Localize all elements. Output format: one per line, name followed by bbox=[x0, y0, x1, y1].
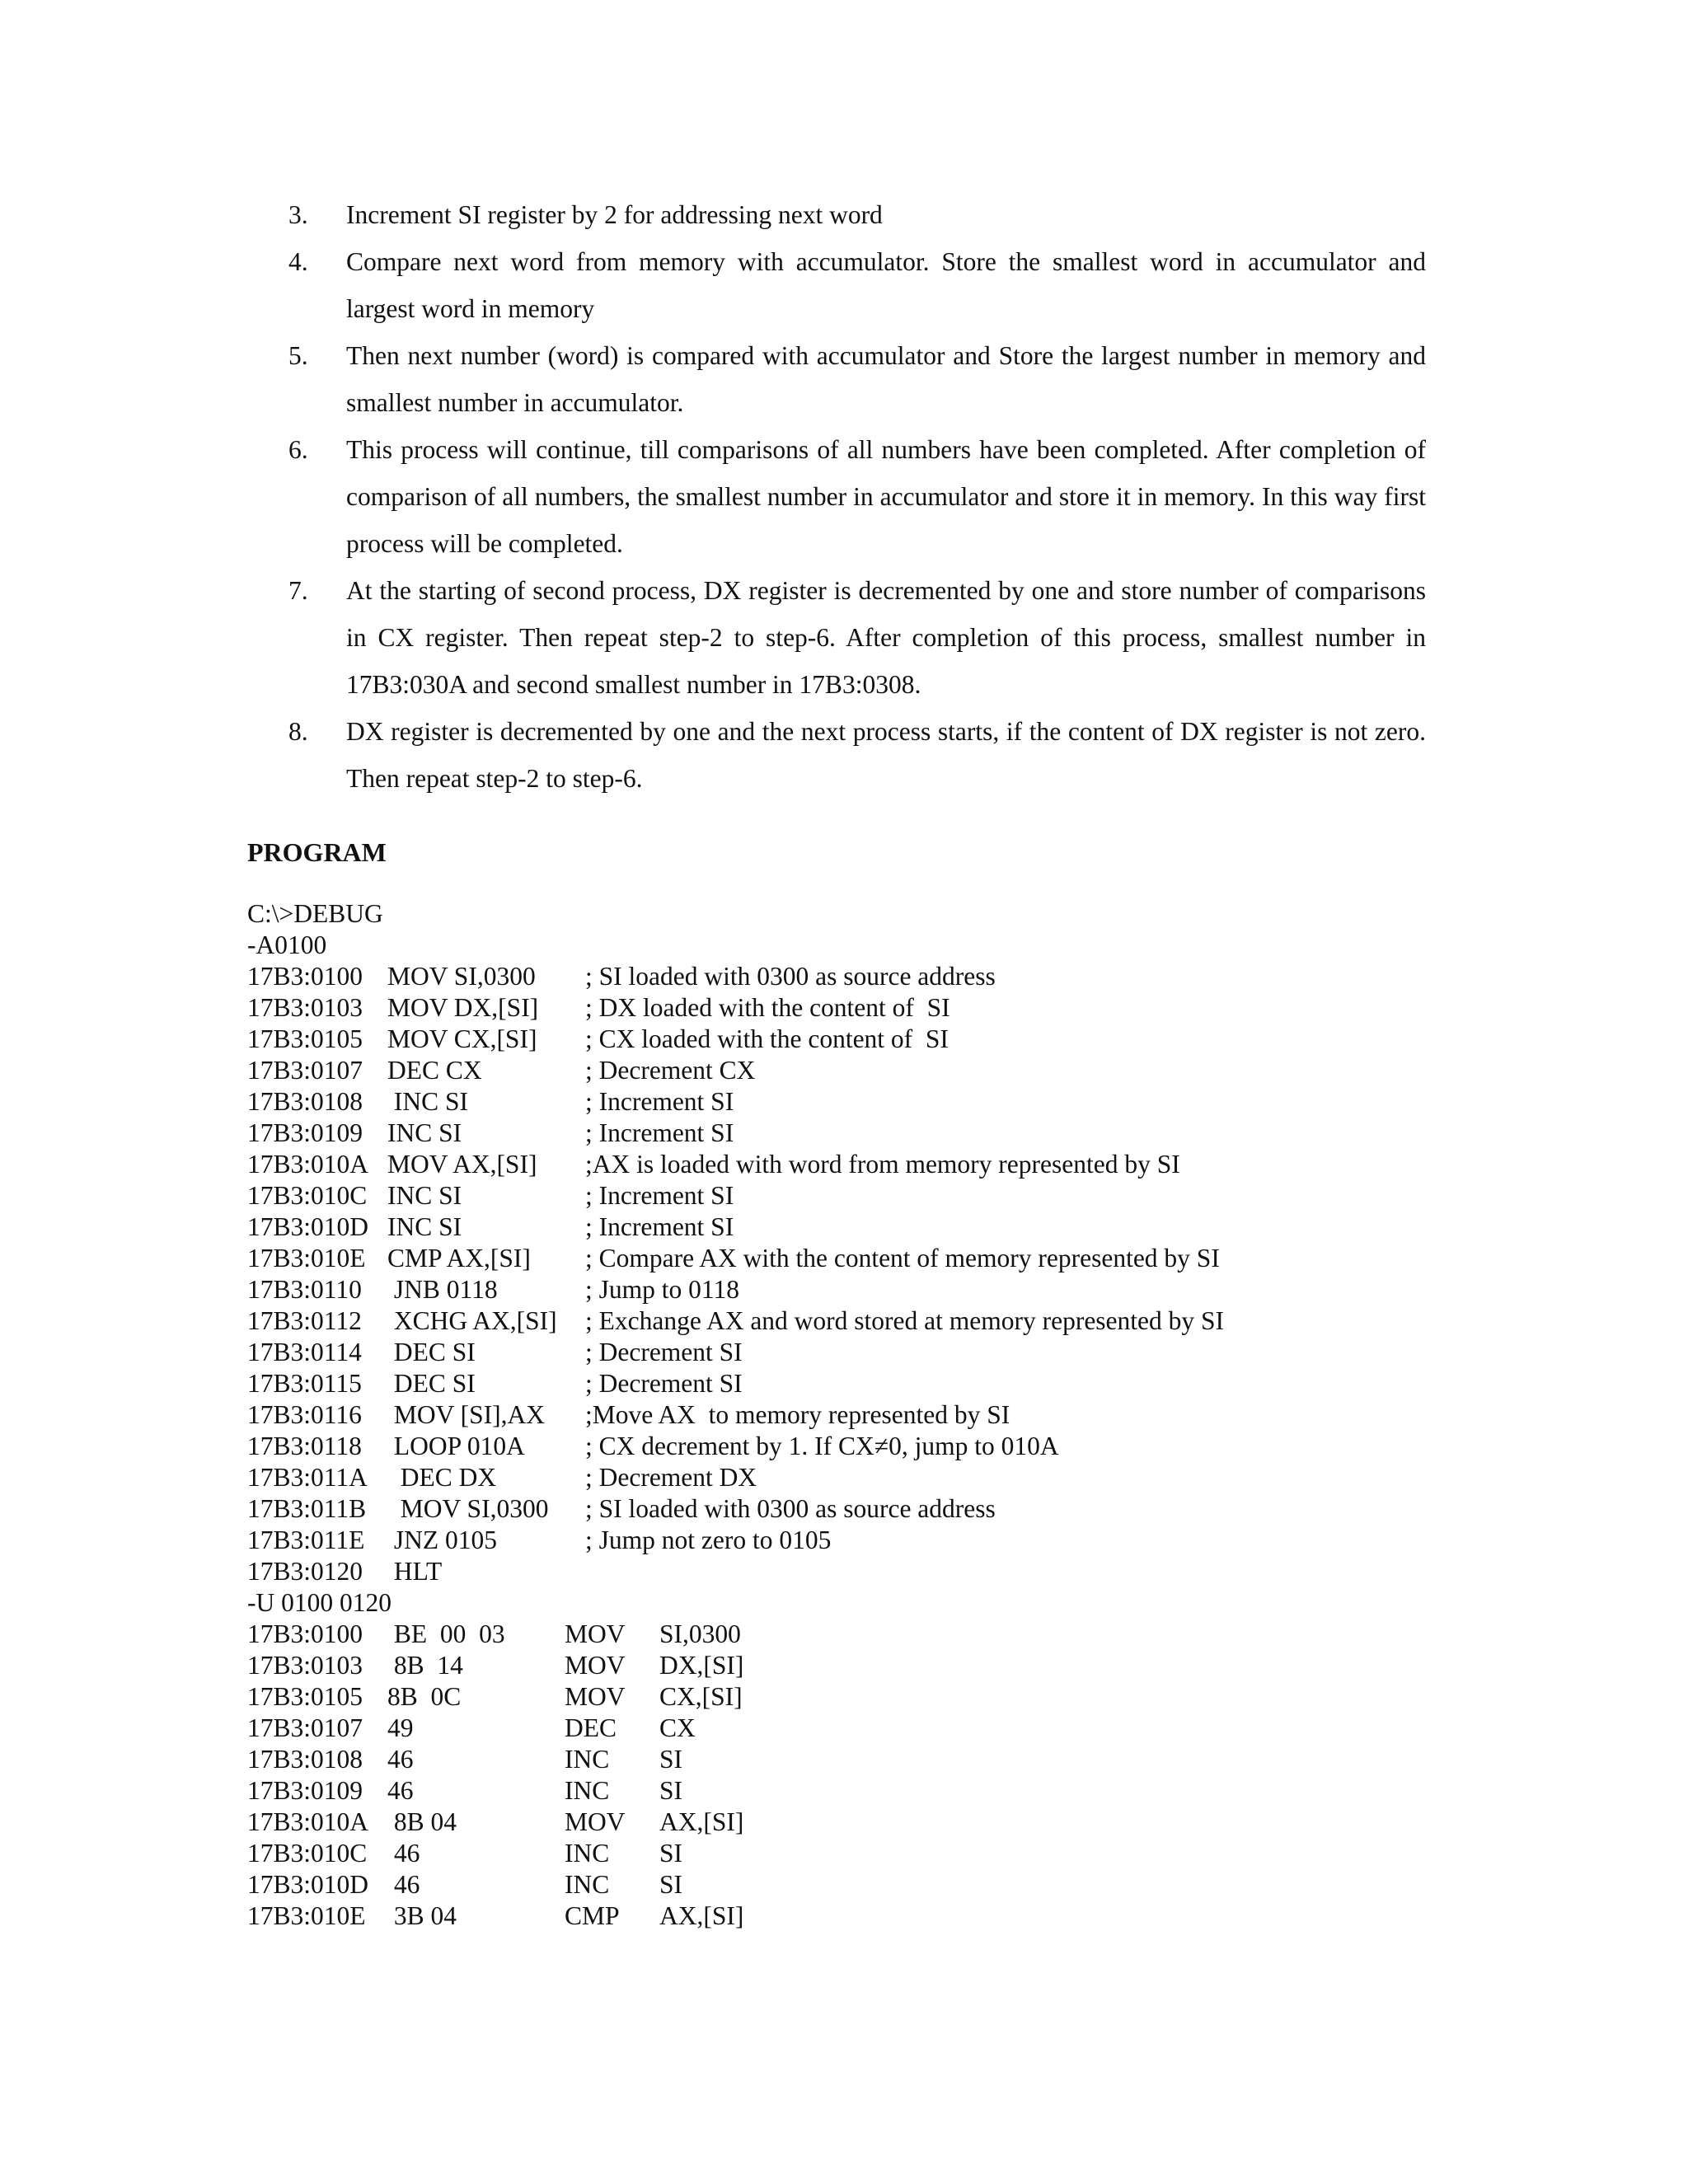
step-number: 6. bbox=[288, 435, 308, 464]
step-number: 7. bbox=[288, 576, 308, 605]
machine-code: 8B 04 bbox=[387, 1807, 457, 1836]
memory-address: 17B3:010D bbox=[247, 1212, 369, 1241]
assembly-line bbox=[247, 1274, 739, 1305]
assembly-line bbox=[247, 1180, 734, 1212]
instruction: CMP AX,[SI] bbox=[387, 1244, 531, 1272]
memory-address: 17B3:0103 bbox=[247, 993, 363, 1022]
memory-address: 17B3:0107 bbox=[247, 1713, 363, 1742]
memory-address: 17B3:0118 bbox=[247, 1432, 362, 1460]
instruction-comment: ; Decrement SI bbox=[585, 1369, 743, 1398]
instruction: MOV DX,[SI] bbox=[387, 993, 539, 1022]
algorithm-step-4 bbox=[288, 238, 1426, 332]
memory-address: 17B3:0112 bbox=[247, 1306, 362, 1335]
memory-address: 17B3:010E bbox=[247, 1244, 366, 1272]
instruction-comment: ; DX loaded with the content of SI bbox=[585, 993, 950, 1022]
algorithm-step-7 bbox=[288, 567, 1426, 708]
assembly-line bbox=[247, 1525, 832, 1556]
step-number: 4. bbox=[288, 247, 308, 276]
disassembly-line bbox=[247, 1807, 744, 1838]
step-text: Increment SI register by 2 for addressing next word bbox=[346, 200, 883, 229]
memory-address: 17B3:0100 bbox=[247, 1619, 363, 1648]
unassemble-command: -U 0100 0120 bbox=[247, 1588, 392, 1617]
algorithm-step-6 bbox=[288, 426, 1426, 567]
machine-code: 49 bbox=[387, 1713, 414, 1742]
assembly-line bbox=[247, 1243, 1220, 1274]
memory-address: 17B3:0109 bbox=[247, 1776, 363, 1805]
mnemonic: DEC bbox=[565, 1713, 617, 1742]
disassembly-line bbox=[247, 1619, 741, 1650]
assembly-line bbox=[247, 1149, 1180, 1180]
instruction-comment: ; Decrement DX bbox=[585, 1463, 757, 1492]
operands: DX,[SI] bbox=[659, 1651, 744, 1680]
assembly-line bbox=[247, 1086, 734, 1118]
step-text: Compare next word from memory with accumulator. Store the smallest word in accumulator and largest word in memory bbox=[346, 247, 1426, 323]
mnemonic: MOV bbox=[565, 1619, 626, 1648]
assembly-line bbox=[247, 961, 996, 992]
disassembly-line bbox=[247, 1744, 683, 1775]
assembly-line bbox=[247, 1305, 1225, 1337]
instruction-comment: ; Jump to 0118 bbox=[585, 1275, 739, 1304]
assembly-line bbox=[247, 1431, 1059, 1462]
memory-address: 17B3:010D bbox=[247, 1870, 369, 1899]
memory-address: 17B3:0108 bbox=[247, 1087, 363, 1116]
instruction-comment: ; SI loaded with 0300 as source address bbox=[585, 962, 996, 991]
instruction-comment: ;AX is loaded with word from memory represented by SI bbox=[585, 1150, 1180, 1179]
memory-address: 17B3:011B bbox=[247, 1494, 367, 1523]
memory-address: 17B3:0116 bbox=[247, 1400, 362, 1429]
assemble-command-line bbox=[247, 930, 327, 961]
instruction: JNB 0118 bbox=[387, 1275, 498, 1304]
instruction: MOV SI,0300 bbox=[387, 962, 536, 991]
instruction: XCHG AX,[SI] bbox=[387, 1306, 557, 1335]
algorithm-step-3 bbox=[288, 191, 1426, 238]
instruction: LOOP 010A bbox=[387, 1432, 525, 1460]
instruction-comment: ; Increment SI bbox=[585, 1118, 734, 1147]
disassembly-line bbox=[247, 1650, 744, 1681]
instruction-comment: ; Decrement SI bbox=[585, 1338, 743, 1366]
memory-address: 17B3:010E bbox=[247, 1901, 366, 1930]
instruction: INC SI bbox=[387, 1087, 469, 1116]
instruction: DEC SI bbox=[387, 1338, 476, 1366]
operands: CX,[SI] bbox=[659, 1682, 743, 1711]
step-number: 8. bbox=[288, 717, 308, 746]
instruction: MOV [SI],AX bbox=[387, 1400, 546, 1429]
memory-address: 17B3:0103 bbox=[247, 1651, 363, 1680]
operands: AX,[SI] bbox=[659, 1807, 744, 1836]
program-heading: PROGRAM bbox=[247, 837, 387, 867]
operands: SI bbox=[659, 1870, 683, 1899]
machine-code: 3B 04 bbox=[387, 1901, 457, 1930]
step-text: At the starting of second process, DX register is decremented by one and store number of comparisons in CX register. Then repeat step-2 to step-6. After completion of this process, smallest number in 17B3:030A and second smallest number in 17B3:0308. bbox=[346, 576, 1426, 699]
assembly-line bbox=[247, 1118, 734, 1149]
operands: SI bbox=[659, 1776, 683, 1805]
memory-address: 17B3:0105 bbox=[247, 1682, 363, 1711]
instruction-comment: ; Jump not zero to 0105 bbox=[585, 1526, 832, 1554]
assembly-line bbox=[247, 992, 950, 1024]
disassembly-line bbox=[247, 1838, 683, 1869]
disassembly-line bbox=[247, 1681, 743, 1713]
memory-address: 17B3:0107 bbox=[247, 1056, 363, 1085]
instruction-comment: ; Compare AX with the content of memory represented by SI bbox=[585, 1244, 1220, 1272]
machine-code: 46 bbox=[387, 1870, 420, 1899]
instruction: INC SI bbox=[387, 1212, 462, 1241]
instruction: DEC CX bbox=[387, 1056, 482, 1085]
instruction: DEC DX bbox=[387, 1463, 497, 1492]
mnemonic: INC bbox=[565, 1870, 610, 1899]
memory-address: 17B3:0105 bbox=[247, 1024, 363, 1053]
memory-address: 17B3:0100 bbox=[247, 962, 363, 991]
step-number: 5. bbox=[288, 341, 308, 370]
step-text: DX register is decremented by one and the next process starts, if the content of DX register is not zero. Then repeat step-2 to step-6. bbox=[346, 717, 1426, 793]
operands: AX,[SI] bbox=[659, 1901, 744, 1930]
mnemonic: INC bbox=[565, 1745, 610, 1774]
instruction: MOV AX,[SI] bbox=[387, 1150, 537, 1179]
memory-address: 17B3:011E bbox=[247, 1526, 365, 1554]
unassemble-command-line bbox=[247, 1587, 392, 1619]
instruction-comment: ; Exchange AX and word stored at memory represented by SI bbox=[585, 1306, 1225, 1335]
assembly-line bbox=[247, 1337, 743, 1368]
step-text: This process will continue, till comparisons of all numbers have been completed. After completion of comparison of all numbers, the smallest number in accumulator and store it in memory. In this way first process will be completed. bbox=[346, 435, 1426, 558]
memory-address: 17B3:011A bbox=[247, 1463, 368, 1492]
machine-code: 46 bbox=[387, 1839, 420, 1868]
operands: SI,0300 bbox=[659, 1619, 741, 1648]
instruction: INC SI bbox=[387, 1118, 462, 1147]
machine-code: 46 bbox=[387, 1776, 414, 1805]
assembly-line bbox=[247, 1024, 949, 1055]
memory-address: 17B3:010A bbox=[247, 1150, 369, 1179]
assembly-line bbox=[247, 1212, 734, 1243]
program-listing bbox=[247, 898, 1225, 1932]
instruction: INC SI bbox=[387, 1181, 462, 1210]
instruction-comment: ; SI loaded with 0300 as source address bbox=[585, 1494, 996, 1523]
memory-address: 17B3:010C bbox=[247, 1181, 368, 1210]
memory-address: 17B3:010C bbox=[247, 1839, 368, 1868]
instruction-comment: ; CX decrement by 1. If CX≠0, jump to 010A bbox=[585, 1432, 1059, 1460]
machine-code: BE 00 03 bbox=[387, 1619, 505, 1648]
instruction-comment: ; CX loaded with the content of SI bbox=[585, 1024, 949, 1053]
operands: SI bbox=[659, 1839, 683, 1868]
assembly-line bbox=[247, 1368, 743, 1399]
memory-address: 17B3:0120 bbox=[247, 1557, 363, 1586]
machine-code: 46 bbox=[387, 1745, 414, 1774]
mnemonic: INC bbox=[565, 1839, 610, 1868]
memory-address: 17B3:0115 bbox=[247, 1369, 362, 1398]
instruction-comment: ; Decrement CX bbox=[585, 1056, 756, 1085]
memory-address: 17B3:0110 bbox=[247, 1275, 362, 1304]
step-text: Then next number (word) is compared with accumulator and Store the largest number in memory and smallest number in accumulator. bbox=[346, 341, 1426, 417]
debug-command-line bbox=[247, 898, 383, 930]
mnemonic: MOV bbox=[565, 1651, 626, 1680]
instruction: DEC SI bbox=[387, 1369, 476, 1398]
memory-address: 17B3:0114 bbox=[247, 1338, 362, 1366]
assembly-line bbox=[247, 1462, 757, 1493]
instruction: HLT bbox=[387, 1557, 443, 1586]
instruction-comment: ; Increment SI bbox=[585, 1212, 734, 1241]
assembly-block bbox=[247, 961, 1225, 1587]
disassembly-block bbox=[247, 1619, 744, 1932]
disassembly-line bbox=[247, 1869, 683, 1900]
machine-code: 8B 0C bbox=[387, 1682, 462, 1711]
mnemonic: MOV bbox=[565, 1807, 626, 1836]
step-number: 3. bbox=[288, 200, 308, 229]
instruction: JNZ 0105 bbox=[387, 1526, 497, 1554]
algorithm-steps-list bbox=[288, 191, 1426, 802]
memory-address: 17B3:0108 bbox=[247, 1745, 363, 1774]
memory-address: 17B3:0109 bbox=[247, 1118, 363, 1147]
algorithm-step-5 bbox=[288, 332, 1426, 426]
operands: SI bbox=[659, 1745, 683, 1774]
memory-address: 17B3:010A bbox=[247, 1807, 369, 1836]
machine-code: 8B 14 bbox=[387, 1651, 463, 1680]
disassembly-line bbox=[247, 1900, 744, 1932]
operands: CX bbox=[659, 1713, 696, 1742]
assembly-line bbox=[247, 1055, 756, 1086]
debug-command: C:\>DEBUG bbox=[247, 899, 383, 928]
mnemonic: MOV bbox=[565, 1682, 626, 1711]
instruction-comment: ; Increment SI bbox=[585, 1181, 734, 1210]
mnemonic: CMP bbox=[565, 1901, 620, 1930]
instruction: MOV SI,0300 bbox=[387, 1494, 549, 1523]
disassembly-line bbox=[247, 1713, 696, 1744]
instruction: MOV CX,[SI] bbox=[387, 1024, 537, 1053]
algorithm-step-8 bbox=[288, 708, 1426, 802]
mnemonic: INC bbox=[565, 1776, 610, 1805]
instruction-comment: ;Move AX to memory represented by SI bbox=[585, 1400, 1010, 1429]
assemble-command: -A0100 bbox=[247, 930, 327, 959]
assembly-line bbox=[247, 1493, 996, 1525]
assembly-line bbox=[247, 1399, 1010, 1431]
instruction-comment: ; Increment SI bbox=[585, 1087, 734, 1116]
assembly-line bbox=[247, 1556, 443, 1587]
disassembly-line bbox=[247, 1775, 683, 1807]
